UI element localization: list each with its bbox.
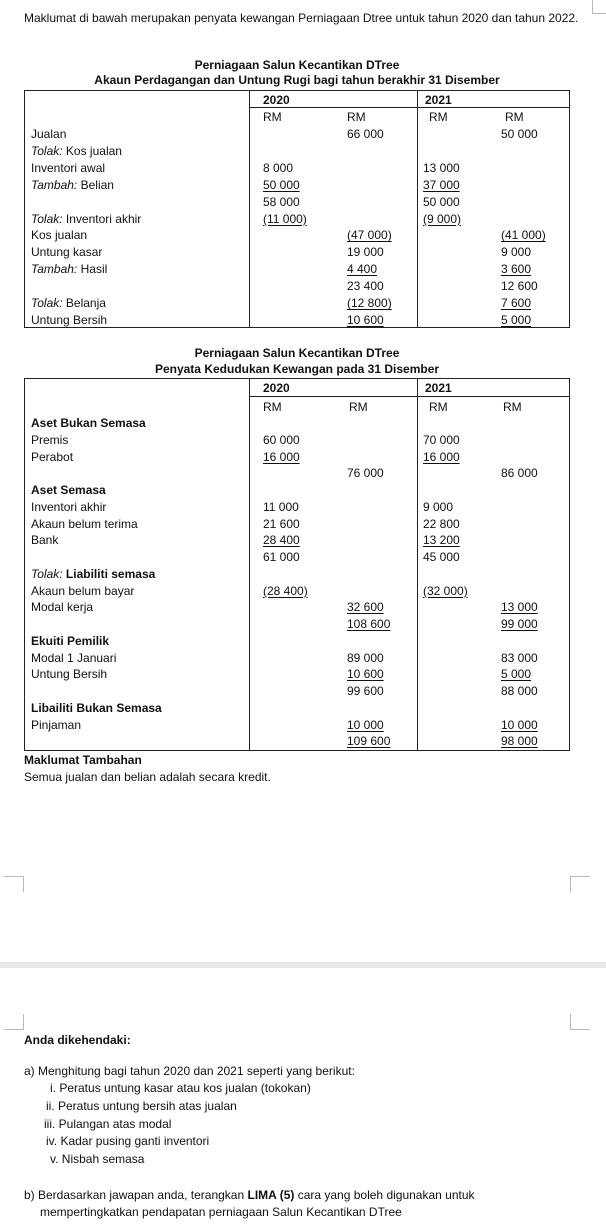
amount-cell: 108 600 <box>347 617 391 631</box>
row-label <box>31 666 107 682</box>
amount-cell: (32 000) <box>423 583 468 598</box>
amount-cell: 58 000 <box>263 194 300 209</box>
trading-title-statement: Akaun Perdagangan dan Untung Rugi bagi tahun berakhir 31 Disember <box>94 73 500 87</box>
amount-cell: 37 000 <box>423 177 460 192</box>
row-label <box>31 566 155 582</box>
row-label <box>31 160 105 176</box>
amount-cell: 60 000 <box>263 432 300 447</box>
amount-cell: 98 000 <box>501 734 538 749</box>
row-label-text: Bank <box>31 533 59 548</box>
currency-header: RM <box>429 110 448 124</box>
amount-cell: 10 000 <box>347 717 384 732</box>
amount-cell: 16 000 <box>423 449 460 464</box>
balance-title-statement: Penyata Kedudukan Kewangan pada 31 Disember <box>154 362 440 376</box>
currency-header: RM <box>503 400 522 414</box>
amount-cell: (47 000) <box>347 228 392 243</box>
task-b-continued: mempertingkatkan pendapatan perniagaan Salun Kecantikan DTree <box>40 1205 402 1219</box>
column-divider <box>249 379 250 750</box>
row-label <box>31 449 73 465</box>
amount-cell: 13 000 <box>423 160 460 175</box>
row-label <box>31 599 93 615</box>
amount-cell: 99 000 <box>501 617 538 631</box>
currency-header: RM <box>505 110 524 124</box>
row-label-text: Kos jualan <box>31 228 88 243</box>
row-label <box>31 482 106 498</box>
row-label <box>31 700 162 716</box>
amount-cell: 66 000 <box>347 127 384 141</box>
amount-cell: 86 000 <box>501 466 538 481</box>
amount-cell: 109 600 <box>347 734 391 749</box>
row-label-text: Kos jualan <box>62 143 122 158</box>
row-label-prefix: Tambah: <box>31 262 78 277</box>
row-label-text: Akaun belum bayar <box>31 583 135 598</box>
intro-paragraph: Maklumat di bawah merupakan penyata kewangan Perniagaan Dtree untuk tahun 2020 dan tahun 2022. <box>24 11 579 25</box>
header-divider <box>249 107 570 108</box>
row-label-text: Premis <box>31 432 69 447</box>
amount-cell: (41 000) <box>501 228 546 243</box>
amount-cell: 11 000 <box>263 499 299 514</box>
year-header-2021: 2021 <box>425 93 452 107</box>
amount-cell: 5 000 <box>501 312 532 327</box>
currency-header: RM <box>263 400 282 414</box>
task-a-item: ii. Peratus untung bersih atas jualan <box>46 1099 237 1113</box>
amount-cell: 50 000 <box>263 177 300 192</box>
amount-cell: 3 600 <box>501 262 532 277</box>
row-label <box>31 583 134 599</box>
amount-cell: 88 000 <box>501 684 538 698</box>
balance-title-business: Perniagaan Salun Kecantikan DTree <box>194 346 400 360</box>
year-header-2020: 2020 <box>263 93 290 107</box>
task-heading: Anda dikehendaki: <box>24 1033 131 1047</box>
row-label-text: Modal 1 Januari <box>31 650 117 665</box>
amount-cell: 9 000 <box>423 499 454 514</box>
column-divider <box>249 91 250 327</box>
amount-cell: 7 600 <box>501 296 532 310</box>
page-corner-mark <box>4 1014 24 1030</box>
row-label <box>31 295 106 311</box>
currency-header: RM <box>429 400 448 414</box>
additional-info-heading: Maklumat Tambahan <box>24 753 142 767</box>
task-a-item: i. Peratus untung kasar atau kos jualan (tokokan) <box>50 1081 311 1095</box>
row-label <box>31 143 122 159</box>
row-label-text: Liabiliti semasa <box>62 566 156 581</box>
year-header-2021: 2021 <box>425 381 452 395</box>
amount-cell: 76 000 <box>347 466 384 481</box>
row-label <box>31 499 106 515</box>
row-label <box>31 261 107 277</box>
row-label <box>31 227 87 243</box>
row-label-prefix: Tolak: <box>31 296 63 310</box>
currency-header: RM <box>347 110 366 124</box>
row-label-text: Aset Bukan Semasa <box>31 416 146 430</box>
task-b-emphasis: LIMA (5) <box>247 1188 295 1202</box>
row-label-text: Inventori awal <box>31 160 106 175</box>
row-label-text: Jualan <box>31 127 67 141</box>
amount-cell: 32 600 <box>347 600 384 615</box>
amount-cell: 9 000 <box>501 245 532 260</box>
amount-cell: 89 000 <box>347 650 384 665</box>
row-label-text: Untung kasar <box>31 245 103 260</box>
task-a-item: iv. Kadar pusing ganti inventori <box>46 1134 210 1148</box>
row-label-prefix: Tambah: <box>31 177 78 192</box>
row-label <box>31 244 102 260</box>
row-label-text: Belanja <box>62 296 106 310</box>
page-corner-mark <box>570 876 590 892</box>
row-label-text: Ekuiti Pemilik <box>31 633 110 648</box>
column-divider <box>417 91 418 327</box>
header-divider <box>249 396 570 397</box>
amount-cell: 99 600 <box>347 684 384 698</box>
amount-cell: 5 000 <box>501 667 532 682</box>
trading-account-table <box>24 90 570 328</box>
amount-cell: 13 200 <box>423 533 460 548</box>
task-b <box>24 1187 475 1204</box>
amount-cell: 8 000 <box>263 160 294 175</box>
amount-cell: 19 000 <box>347 245 384 260</box>
row-label <box>31 532 58 548</box>
amount-cell: (28 400) <box>263 583 308 598</box>
amount-cell: 4 400 <box>347 262 378 277</box>
currency-header: RM <box>263 110 282 124</box>
amount-cell: 21 600 <box>263 516 300 531</box>
currency-header: RM <box>349 400 368 414</box>
page-corner-mark <box>4 876 24 892</box>
row-label-prefix: Tolak: <box>31 143 63 158</box>
amount-cell: 50 000 <box>423 194 460 209</box>
amount-cell: 13 000 <box>501 600 538 615</box>
row-label-text: Akaun belum terima <box>31 516 138 531</box>
amount-cell: 12 600 <box>501 279 538 294</box>
amount-cell: 22 800 <box>423 516 460 531</box>
row-label <box>31 211 141 227</box>
row-label-prefix: Tolak: <box>31 566 63 581</box>
additional-info-text: Semua jualan dan belian adalah secara kredit. <box>24 770 271 784</box>
amount-cell: 28 400 <box>263 533 300 548</box>
row-label-text: Aset Semasa <box>31 483 106 497</box>
amount-cell: 10 000 <box>501 717 538 732</box>
row-label <box>31 312 107 328</box>
amount-cell: 10 600 <box>347 667 384 682</box>
row-label-text: Untung Bersih <box>31 312 108 327</box>
year-header-2020: 2020 <box>263 381 290 395</box>
row-label <box>31 415 146 431</box>
row-label-text: Perabot <box>31 449 74 464</box>
amount-cell: 61 000 <box>263 550 300 564</box>
row-label-text: Hasil <box>77 262 108 277</box>
amount-cell: 23 400 <box>347 279 384 294</box>
task-a: a) Menghitung bagi tahun 2020 dan 2021 seperti yang berikut: <box>24 1064 355 1078</box>
amount-cell: 70 000 <box>423 432 460 447</box>
row-label <box>31 633 109 649</box>
row-label <box>31 126 66 142</box>
row-label <box>31 717 81 733</box>
amount-cell: 83 000 <box>501 650 538 665</box>
task-a-item: v. Nisbah semasa <box>50 1152 145 1166</box>
amount-cell: (11 000) <box>263 211 307 226</box>
balance-sheet-table <box>24 378 570 751</box>
row-label-text: Untung Bersih <box>31 667 108 682</box>
task-b-text: cara yang boleh digunakan untuk <box>294 1188 475 1202</box>
row-label <box>31 177 114 193</box>
row-label-text: Libailiti Bukan Semasa <box>31 700 162 715</box>
task-b-text: b) Berdasarkan jawapan anda, terangkan <box>24 1188 248 1202</box>
row-label <box>31 432 68 448</box>
amount-cell: (9 000) <box>423 211 462 226</box>
row-label-text: Pinjaman <box>31 717 82 732</box>
row-label-text: Belian <box>77 177 114 192</box>
page-corner-mark <box>570 1014 590 1030</box>
row-label-prefix: Tolak: <box>31 211 63 226</box>
amount-cell: 16 000 <box>263 449 300 464</box>
row-label <box>31 516 138 532</box>
amount-cell: (12 800) <box>347 296 392 310</box>
row-label-text: Inventori akhir <box>31 499 107 514</box>
amount-cell: 50 000 <box>501 127 538 141</box>
page-break <box>0 962 606 968</box>
amount-cell: 45 000 <box>423 550 460 564</box>
row-label-text: Inventori akhir <box>62 211 142 226</box>
row-label-text: Modal kerja <box>31 600 94 615</box>
column-divider <box>417 379 418 750</box>
amount-cell: 10 600 <box>347 312 384 327</box>
page-corner-mark <box>592 0 606 14</box>
task-a-item: iii. Pulangan atas modal <box>44 1117 172 1131</box>
trading-title-business: Perniagaan Salun Kecantikan DTree <box>194 58 400 72</box>
row-label <box>31 650 116 666</box>
